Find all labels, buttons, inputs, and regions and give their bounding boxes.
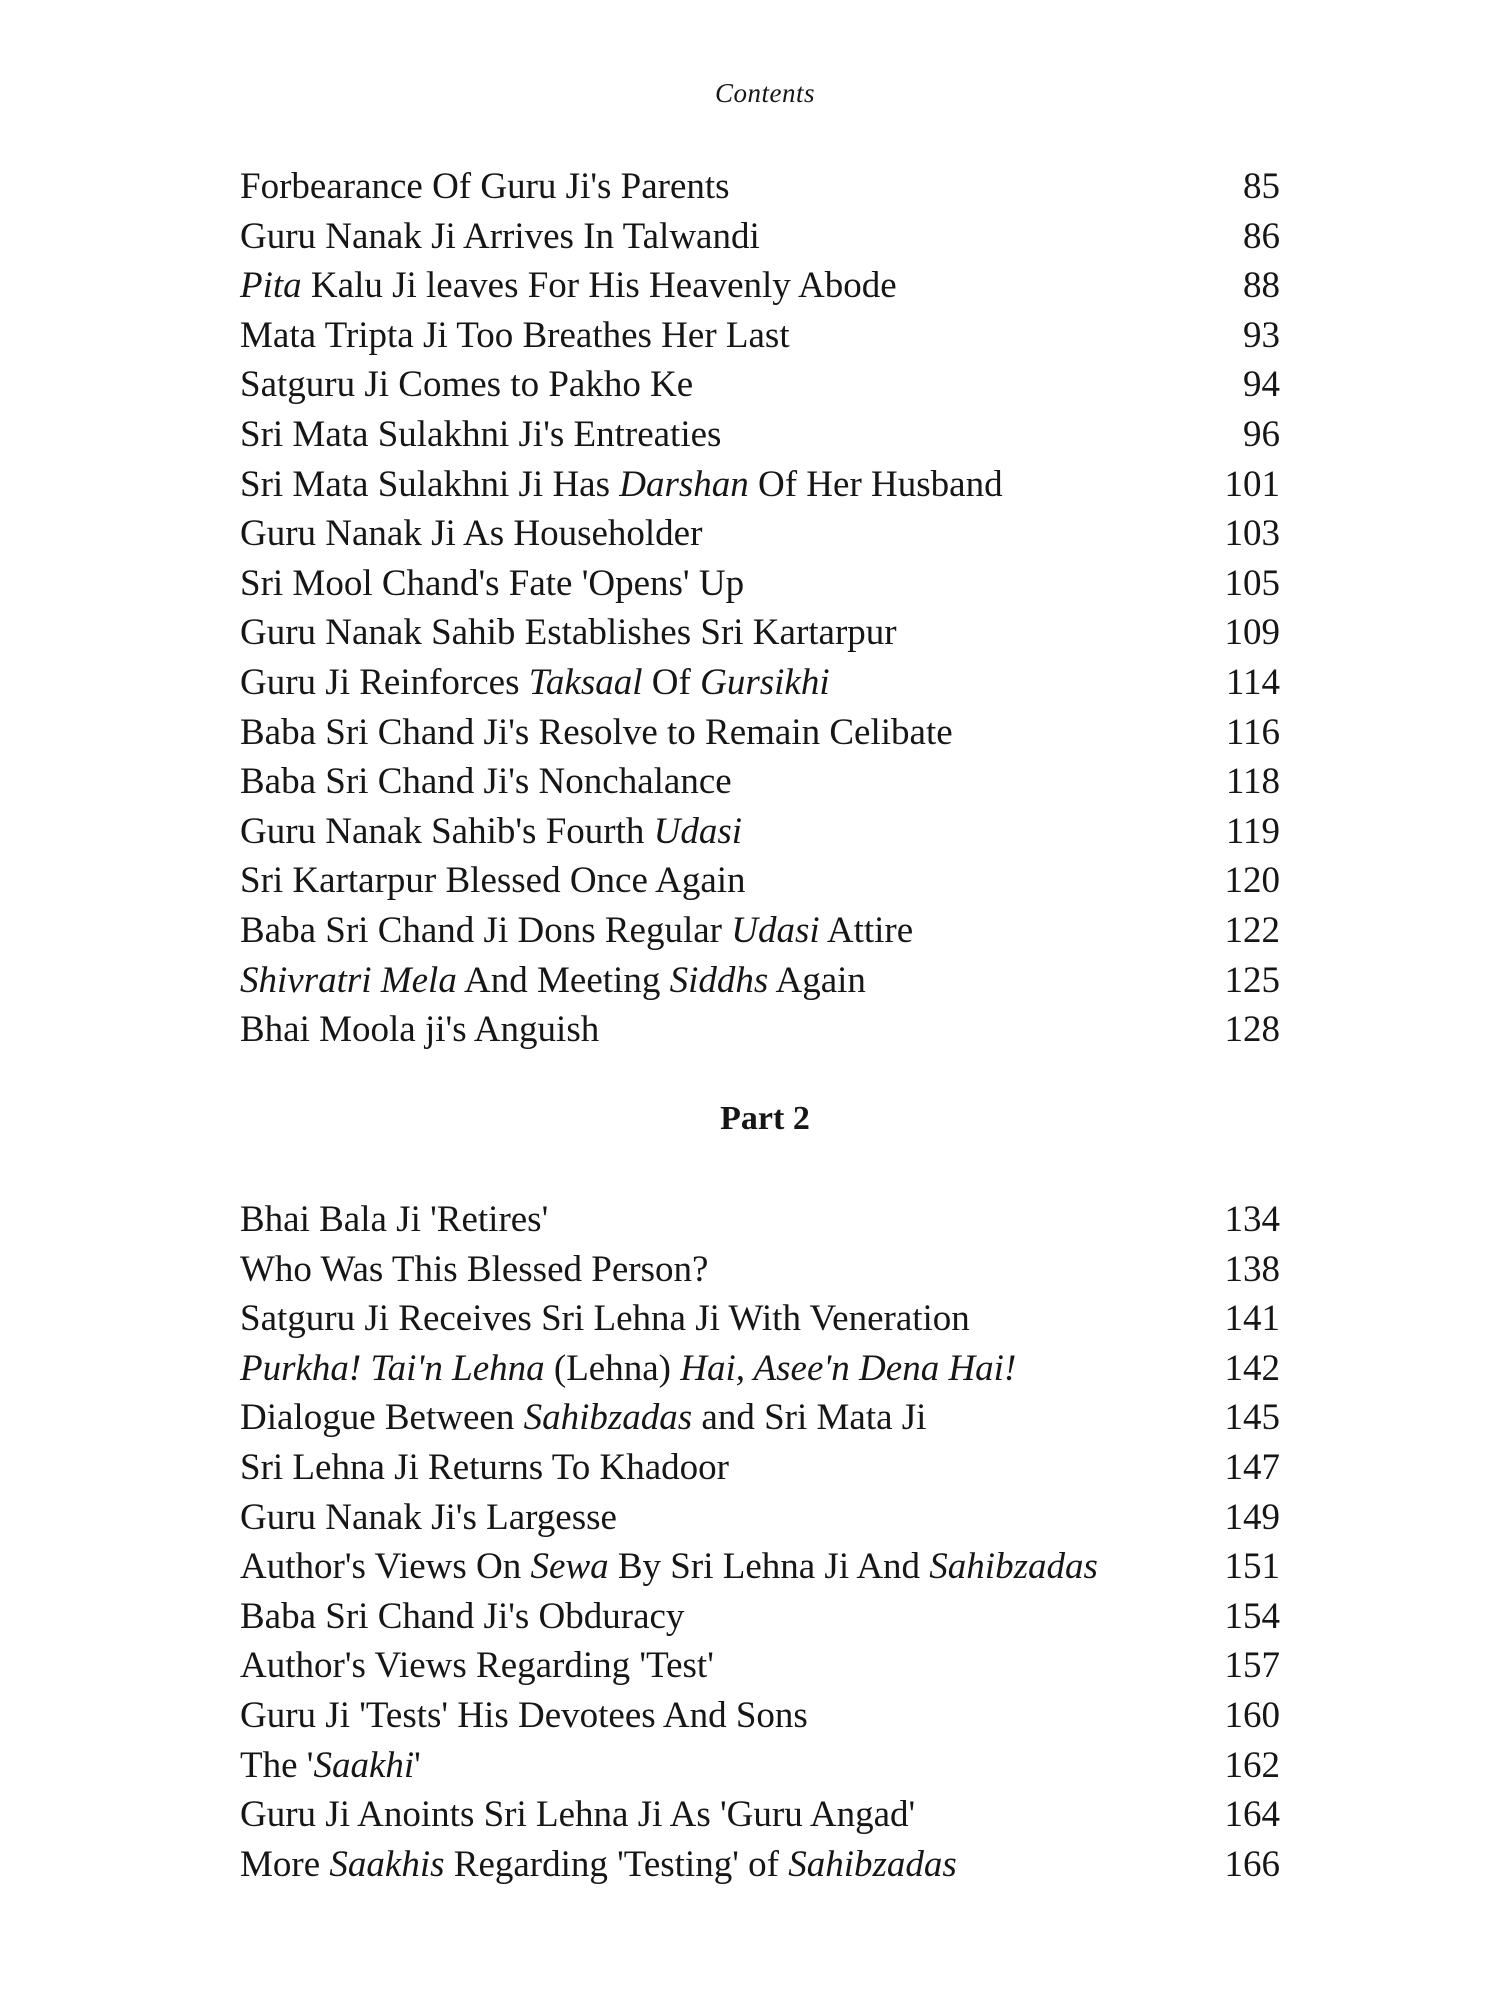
toc-entry-title (240, 509, 702, 559)
toc-entry-page-number: 138 (1224, 1248, 1280, 1290)
toc-entry (240, 1592, 1280, 1642)
toc-title-segment: Of (642, 661, 701, 703)
toc-entry-title (240, 757, 732, 807)
toc-entry-title (240, 956, 866, 1006)
toc-title-segment: Regarding 'Testing' of (444, 1843, 789, 1885)
toc-title-segment: Kalu Ji leaves For His Heavenly Abode (301, 265, 897, 307)
toc-title-segment: Satguru Ji Receives Sri Lehna Ji With Veneration (240, 1298, 970, 1340)
toc-title-segment: Baba Sri Chand Ji's Resolve to Remain Celibate (240, 711, 953, 753)
toc-entry (240, 1245, 1280, 1295)
toc-entry-page-number: 118 (1225, 761, 1280, 803)
toc-entry-page-number: 96 (1243, 413, 1280, 455)
toc-entry-page-number: 164 (1224, 1794, 1280, 1836)
toc-entry-page-number: 116 (1225, 711, 1280, 753)
toc-title-segment: The ' (240, 1744, 314, 1786)
toc-entry-page-number: 94 (1243, 364, 1280, 406)
toc-title-segment: Of Her Husband (748, 463, 1003, 505)
toc-entry-page-number: 119 (1225, 810, 1280, 852)
toc-title-segment: Baba Sri Chand Ji Dons Regular (240, 909, 732, 951)
toc-title-segment: Attire (819, 909, 914, 951)
toc-entry-page-number: 128 (1224, 1009, 1280, 1051)
toc-title-segment: Guru Nanak Sahib's Fourth (240, 810, 654, 852)
toc-title-segment: Sri Mata Sulakhni Ji's Entreaties (240, 413, 722, 455)
toc-entry-page-number: 101 (1224, 463, 1280, 505)
part-heading: Part 2 (720, 1100, 810, 1137)
toc-entry-title (240, 1592, 684, 1642)
toc-entry (240, 1641, 1280, 1691)
toc-entry-title (240, 1005, 599, 1055)
toc-entry-title (240, 460, 1003, 510)
toc-title-italic-segment: Siddhs (669, 959, 769, 1001)
toc-title-italic-segment: Udasi (731, 909, 820, 951)
toc-entry-page-number: 109 (1224, 612, 1280, 654)
toc-entry-title (240, 1195, 548, 1245)
toc-title-segment: Guru Nanak Ji's Largesse (240, 1496, 617, 1538)
toc-entry (240, 261, 1280, 311)
toc-title-segment: And Meeting (456, 959, 670, 1001)
toc-title-segment: Guru Ji 'Tests' His Devotees And Sons (240, 1694, 808, 1736)
toc-entry-page-number: 166 (1224, 1843, 1280, 1885)
toc-title-italic-segment: Pita (240, 265, 302, 307)
toc-entry-page-number: 160 (1224, 1694, 1280, 1736)
toc-entry (240, 906, 1280, 956)
toc-entry-title (240, 608, 897, 658)
toc-entry-page-number: 145 (1224, 1397, 1280, 1439)
toc-title-italic-segment: Sewa (530, 1546, 609, 1588)
toc-entry-title (240, 1245, 708, 1295)
toc-entry (240, 1493, 1280, 1543)
toc-entry-title (240, 1691, 808, 1741)
toc-entry-title (240, 658, 830, 708)
toc-entry (240, 559, 1280, 609)
toc-title-italic-segment: Udasi (653, 810, 743, 852)
toc-entry (240, 1393, 1280, 1443)
toc-entry (240, 410, 1280, 460)
toc-entry-title (240, 212, 760, 262)
toc-entry-page-number: 105 (1224, 562, 1280, 604)
toc-entry-title (240, 162, 730, 212)
toc-title-segment: Again (768, 959, 866, 1001)
toc-entry-title (240, 360, 693, 410)
toc-title-italic-segment: Saakhis (329, 1843, 445, 1885)
toc-entry-title (240, 906, 913, 956)
toc-entry-title (240, 1840, 957, 1890)
toc-entry (240, 162, 1280, 212)
toc-entry (240, 608, 1280, 658)
toc-title-segment: Author's Views Regarding 'Test' (240, 1645, 714, 1687)
toc-entry (240, 311, 1280, 361)
toc-entry-title (240, 807, 742, 857)
toc-entry (240, 956, 1280, 1006)
toc-entry-page-number: 85 (1243, 166, 1280, 207)
toc-title-segment: Guru Nanak Ji Arrives In Talwandi (240, 215, 760, 257)
toc-entry (240, 212, 1280, 262)
toc-entry-title (240, 1493, 617, 1543)
toc-entry-title (240, 1344, 1016, 1394)
toc-title-italic-segment: Gursikhi (700, 661, 830, 703)
toc-title-segment: Mata Tripta Ji Too Breathes Her Last (240, 314, 790, 356)
toc-title-segment: Bhai Bala Ji 'Retires' (240, 1199, 549, 1240)
toc-entry-title (240, 1294, 970, 1344)
toc-entry (240, 1840, 1280, 1890)
toc-title-italic-segment: Saakhi (313, 1744, 415, 1786)
toc-entry (240, 1294, 1280, 1344)
running-header: Contents (714, 78, 815, 108)
toc-title-segment: Guru Nanak Ji As Householder (240, 513, 703, 555)
toc-title-segment: Forbearance Of Guru Ji's Parents (240, 166, 730, 207)
toc-title-italic-segment: Darshan (619, 463, 749, 505)
toc-entry-title (240, 1790, 915, 1840)
toc-entry-page-number: 134 (1224, 1199, 1280, 1240)
toc-entry (240, 658, 1280, 708)
toc-title-italic-segment: Purkha! Tai'n Lehna (240, 1347, 545, 1389)
toc-entry (240, 708, 1280, 758)
toc-entry-title (240, 1641, 714, 1691)
toc-entry-page-number: 122 (1224, 909, 1280, 951)
toc-title-segment: Baba Sri Chand Ji's Nonchalance (240, 761, 732, 803)
toc-entry-title (240, 559, 744, 609)
toc-title-segment: Satguru Ji Comes to Pakho Ke (240, 364, 694, 406)
toc-entry-page-number: 125 (1224, 959, 1280, 1001)
toc-entry (240, 460, 1280, 510)
toc-entry-page-number: 151 (1224, 1546, 1280, 1588)
toc-entry-title (240, 1393, 926, 1443)
toc-entry-page-number: 147 (1224, 1446, 1280, 1488)
toc-entry (240, 856, 1280, 906)
toc-title-segment: Bhai Moola ji's Anguish (240, 1009, 600, 1051)
toc-title-segment: Baba Sri Chand Ji's Obduracy (240, 1595, 685, 1637)
toc-entry-page-number: 142 (1224, 1347, 1280, 1389)
toc-title-segment: ' (414, 1744, 421, 1786)
toc-part1-list (240, 162, 1280, 1055)
toc-title-segment: and Sri Mata Ji (692, 1397, 927, 1439)
toc-entry (240, 1443, 1280, 1493)
toc-entry-page-number: 149 (1224, 1496, 1280, 1538)
toc-title-italic-segment: Sahibzadas (523, 1397, 693, 1439)
toc-entry-title (240, 1443, 729, 1493)
toc-entry-page-number: 103 (1224, 513, 1280, 555)
toc-entry-page-number: 141 (1224, 1298, 1280, 1340)
toc-entry-title (240, 708, 953, 758)
toc-entry (240, 1195, 1280, 1245)
toc-entry-page-number: 162 (1224, 1744, 1280, 1786)
toc-entry (240, 807, 1280, 857)
toc-entry (240, 1691, 1280, 1741)
toc-title-segment: Sri Mata Sulakhni Ji Has (240, 463, 620, 505)
toc-title-italic-segment: Taksaal (528, 661, 643, 703)
toc-title-segment: Author's Views On (240, 1546, 531, 1588)
toc-entry (240, 1790, 1280, 1840)
toc-entry-title (240, 410, 721, 460)
toc-entry-title (240, 1542, 1098, 1592)
toc-title-segment: (Lehna) (544, 1347, 681, 1389)
toc-entry (240, 1005, 1280, 1055)
toc-entry (240, 509, 1280, 559)
toc-title-segment: Sri Lehna Ji Returns To Khadoor (240, 1446, 729, 1488)
toc-entry (240, 1542, 1280, 1592)
toc-title-italic-segment: Hai, Asee'n Dena Hai! (680, 1347, 1017, 1389)
toc-entry-title (240, 856, 746, 906)
toc-title-segment: Sri Kartarpur Blessed Once Again (240, 860, 746, 902)
toc-title-segment: Guru Ji Reinforces (240, 661, 529, 703)
toc-part2-list (240, 1195, 1280, 1889)
toc-title-italic-segment: Sahibzadas (788, 1843, 957, 1885)
toc-title-segment: By Sri Lehna Ji And (608, 1546, 930, 1588)
toc-entry-page-number: 114 (1225, 661, 1280, 703)
toc-title-segment: Dialogue Between (240, 1397, 524, 1439)
toc-entry (240, 757, 1280, 807)
toc-entry-page-number: 86 (1243, 215, 1280, 257)
toc-entry-title (240, 311, 790, 361)
toc-title-segment: Guru Ji Anoints Sri Lehna Ji As 'Guru Angad' (240, 1794, 916, 1836)
toc-entry-page-number: 157 (1224, 1645, 1280, 1687)
toc-entry-page-number: 93 (1243, 314, 1280, 356)
toc-entry-title (240, 261, 897, 311)
toc-entry-page-number: 88 (1243, 265, 1280, 307)
toc-title-segment: Sri Mool Chand's Fate 'Opens' Up (240, 562, 745, 604)
toc-entry-page-number: 120 (1224, 860, 1280, 902)
toc-title-italic-segment: Sahibzadas (929, 1546, 1098, 1588)
toc-title-italic-segment: Shivratri Mela (240, 959, 457, 1001)
toc-entry (240, 360, 1280, 410)
toc-title-segment: Guru Nanak Sahib Establishes Sri Kartarpur (240, 612, 897, 654)
toc-title-segment: Who Was This Blessed Person? (240, 1248, 709, 1290)
toc-title-segment: More (240, 1843, 330, 1885)
toc-entry (240, 1741, 1280, 1791)
toc-entry-page-number: 154 (1224, 1595, 1280, 1637)
toc-entry (240, 1344, 1280, 1394)
toc-entry-title (240, 1741, 421, 1791)
